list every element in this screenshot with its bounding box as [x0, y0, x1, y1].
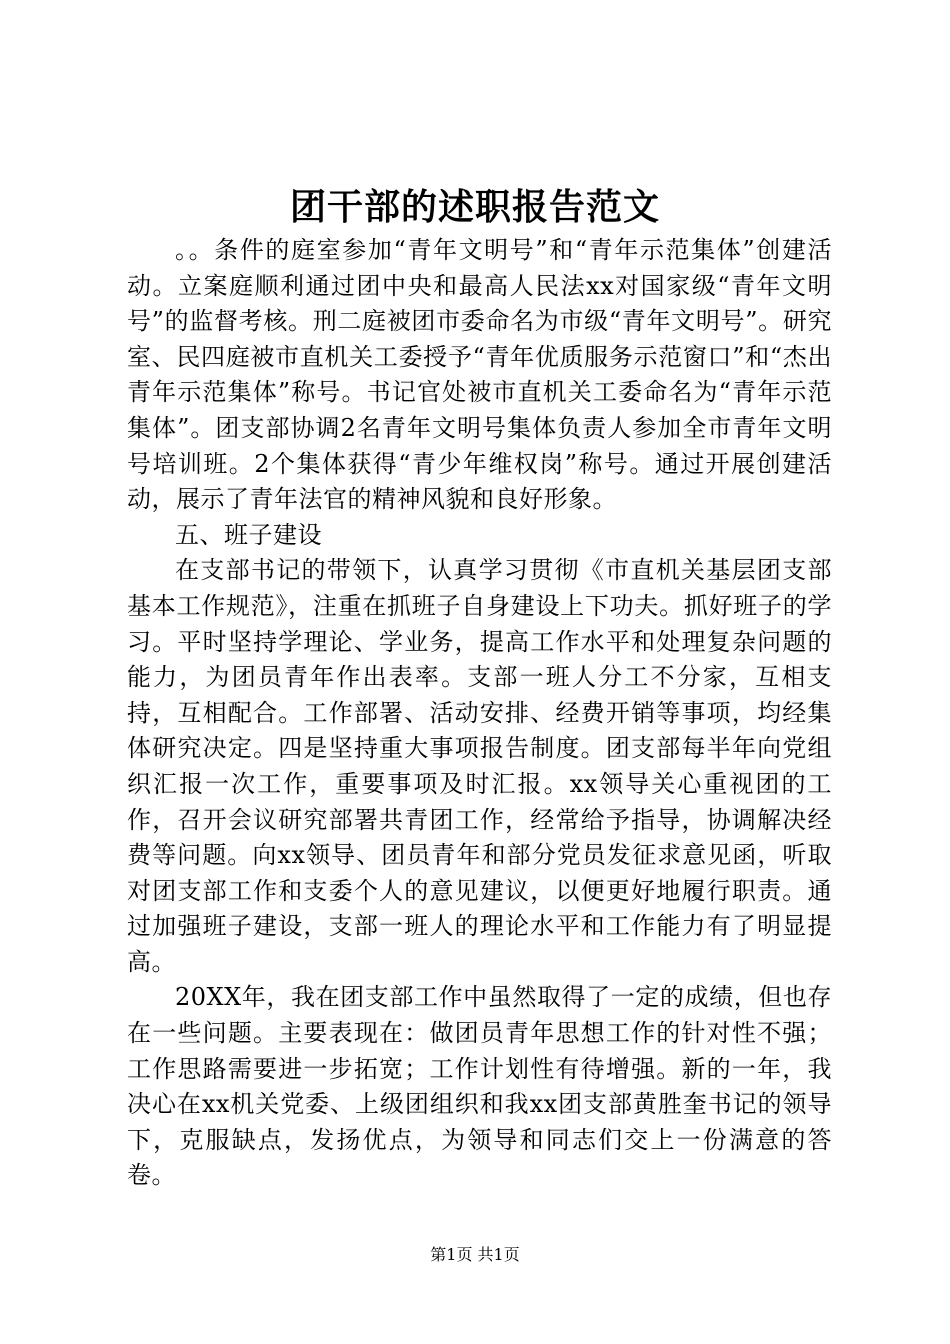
document-title: 团干部的述职报告范文 — [289, 187, 660, 228]
paragraph-activities: 。。条件的庭室参加“青年文明号”和“青年示范集体”创建活动。立案庭顺利通过团中央和最高人民法xx对国家级“青年文明号”的监督考核。刑二庭被团市委命名为市级“青年文明号”。研究室、民四庭被市直机关工委授予“青年优质服务示范窗口”和“杰出青年示范集体”称号。书记官处被市直机关工委命名为“青年示范集体”。团支部协调2名青年文明号集体负责人参加全市青年文明号培训班。2个集体获得“青少年维权岗”称号。通过开展创建活动，展示了青年法官的精神风貌和良好形象。 — [127, 236, 832, 514]
paragraph-conclusion: 20XX年，我在团支部工作中虽然取得了一定的成绩，但也存在一些问题。主要表现在：做团员青年思想工作的针对性不强；工作思路需要进一步拓宽；工作计划性有待增强。新的一年，我决心在xx机关党委、上级团组织和我xx团支部黄胜奎书记的领导下，克服缺点，发扬优点，为领导和同志们交上一份满意的答卷。 — [127, 983, 832, 1190]
page-footer: 第1页 共1页 — [430, 1245, 520, 1264]
paragraph-team-building: 在支部书记的带领下，认真学习贯彻《市直机关基层团支部基本工作规范》，注重在抓班子自身建设上下功夫。抓好班子的学习。平时坚持学理论、学业务，提高工作水平和处理复杂问题的能力，为团员青年作出表率。支部一班人分工不分家，互相支持，互相配合。工作部署、活动安排、经费开销等事项，均经集体研究决定。四是坚持重大事项报告制度。团支部每半年向党组织汇报一次工作，重要事项及时汇报。xx领导关心重视团的工作，召开会议研究部署共青团工作，经常给予指导，协调解决经费等问题。向xx领导、团员青年和部分党员发征求意见函，听取对团支部工作和支委个人的意见建议，以便更好地履行职责。通过加强班子建设，支部一班人的理论水平和工作能力有了明显提高。 — [127, 556, 832, 976]
document-body — [127, 233, 832, 1194]
section-heading-team-building: 五、班子建设 — [175, 520, 322, 549]
